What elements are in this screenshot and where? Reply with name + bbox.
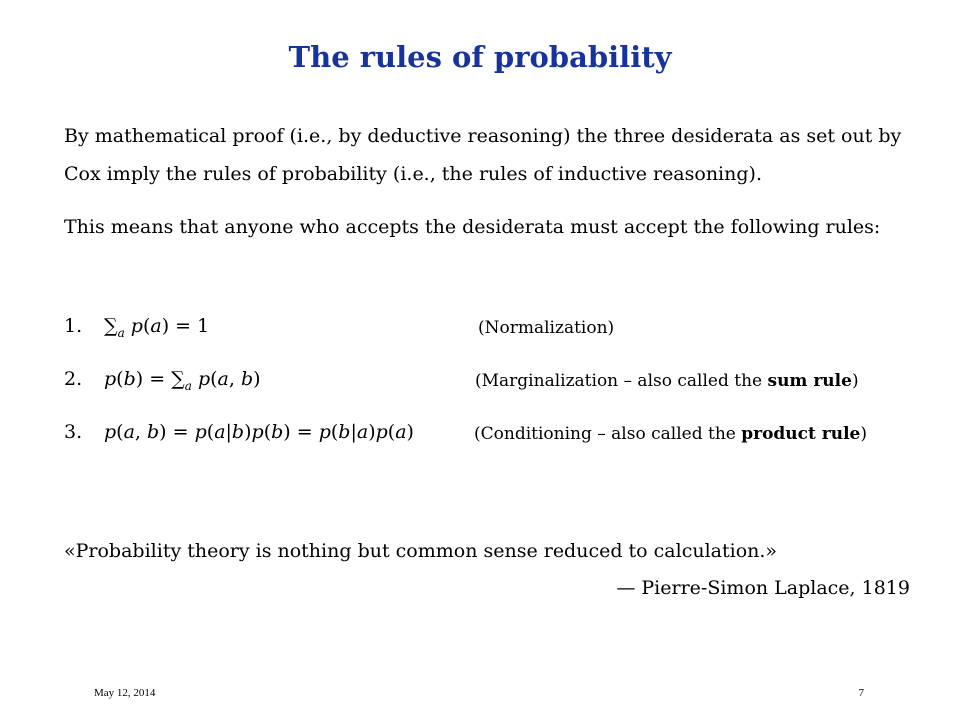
quote-attribution: — Pierre-Simon Laplace, 1819	[616, 577, 910, 599]
rule-note	[478, 318, 614, 338]
rule-note-close: )	[860, 424, 868, 444]
footer-date: May 12, 2014	[94, 687, 156, 699]
rule-note-text: (Marginalization – also called the	[475, 371, 768, 391]
rule-note-close: )	[851, 371, 859, 391]
rule-note-text: (Normalization)	[478, 318, 615, 338]
intro-line-2: Cox imply the rules of probability (i.e., the rules of inductive reasoning).	[64, 163, 762, 185]
normalization-formula: $\sum_a$ p(a) = 1	[104, 315, 210, 340]
rule-number: 2.	[64, 368, 83, 390]
slide-title: The rules of probability	[288, 40, 672, 74]
rule-number: 3.	[64, 421, 83, 443]
page-number: 7	[858, 687, 864, 699]
intro-line-1: By mathematical proof (i.e., by deductive reasoning) the three desiderata as set out by	[64, 125, 902, 147]
laplace-quote: «Probability theory is nothing but common sense reduced to calculation.»	[64, 540, 778, 562]
rule-note	[474, 424, 867, 444]
intro-paragraph	[64, 117, 924, 193]
rule-item-normalization	[64, 315, 944, 349]
consequence-paragraph: This means that anyone who accepts the desiderata must accept the following rules:	[64, 216, 881, 238]
conditioning-formula: p(a, b) = p(a|b)p(b) = p(b|a)p(a)	[104, 421, 414, 443]
marginalization-formula: $p(b) = \sum_a$ p(a, b)	[104, 368, 261, 393]
rule-number: 1.	[64, 315, 83, 337]
rule-note	[475, 371, 859, 391]
rule-note-text: (Conditioning – also called the	[474, 424, 742, 444]
rule-note-bold: sum rule	[767, 371, 852, 391]
rule-note-bold: product rule	[741, 424, 861, 444]
rule-item-conditioning	[64, 421, 944, 455]
rule-item-marginalization	[64, 368, 944, 402]
